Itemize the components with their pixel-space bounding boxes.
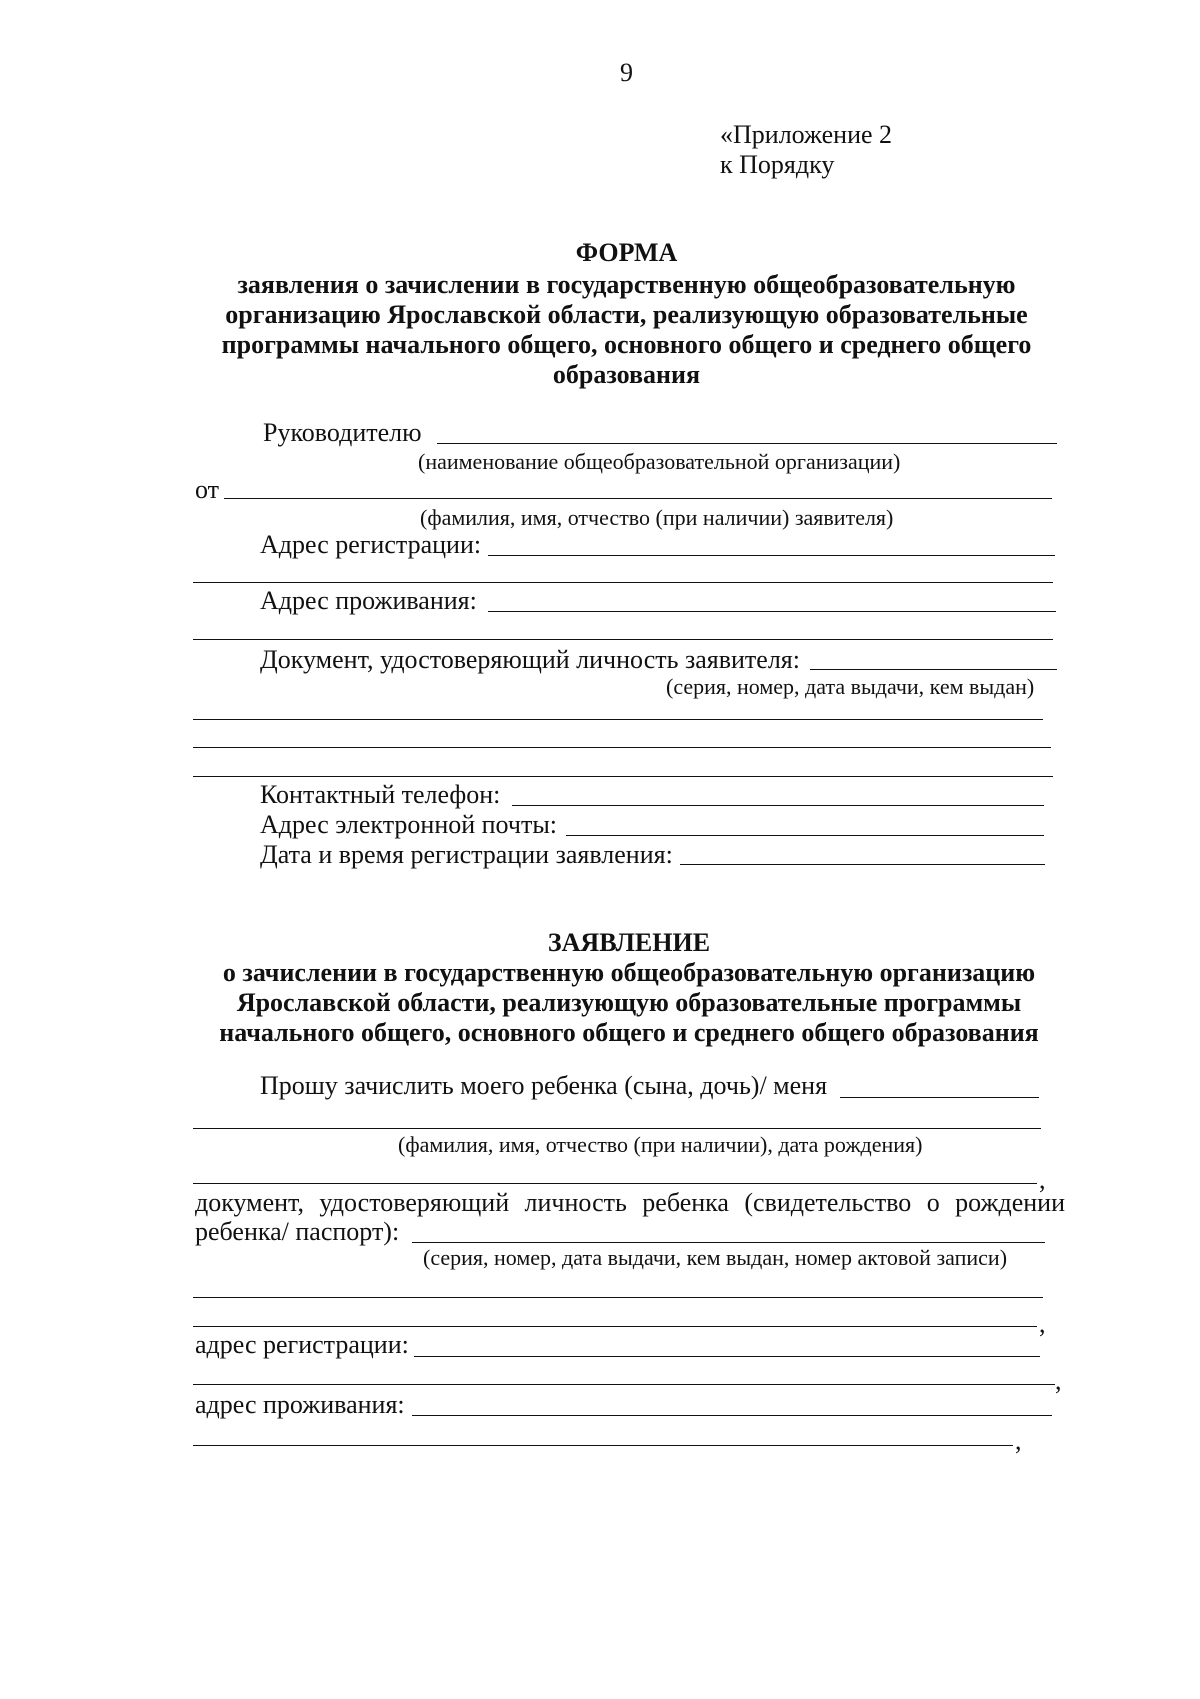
- child-name-field-line[interactable]: [840, 1097, 1039, 1098]
- child-doc-line-1: документ, удостоверяющий личность ребенка (свидетельство о рождении: [195, 1188, 1065, 1217]
- child-name-hint: (фамилия, имя, отчество (при наличии), дата рождения): [398, 1132, 923, 1157]
- phone-label: Контактный телефон:: [260, 780, 501, 809]
- child-reg-address-label: адрес регистрации:: [195, 1330, 409, 1359]
- id-doc-label: Документ, удостоверяющий личность заявителя:: [260, 645, 800, 674]
- child-doc-hint: (серия, номер, дата выдачи, кем выдан, номер актовой записи): [423, 1245, 1008, 1270]
- statement-title: ЗАЯВЛЕНИЕ: [547, 928, 711, 957]
- child-doc-field-line-2[interactable]: [193, 1297, 1043, 1298]
- id-doc-field-line-2[interactable]: [193, 719, 1043, 720]
- reg-address-label: Адрес регистрации:: [260, 530, 482, 559]
- child-doc-field-line-3[interactable]: [193, 1326, 1037, 1327]
- form-subtitle-line-3: программы начального общего, основного общего и среднего общего: [221, 330, 1032, 359]
- live-address-field-line[interactable]: [488, 611, 1056, 612]
- id-doc-hint: (серия, номер, дата выдачи, кем выдан): [666, 674, 1035, 699]
- datetime-label: Дата и время регистрации заявления:: [260, 840, 673, 869]
- child-reg-address-field-line[interactable]: [414, 1356, 1040, 1357]
- director-hint: (наименование общеобразовательной организации): [418, 449, 901, 474]
- id-doc-field-line-4[interactable]: [193, 776, 1053, 777]
- comma-1: ,: [1039, 1165, 1046, 1194]
- comma-4: ,: [1015, 1426, 1022, 1455]
- datetime-field-line[interactable]: [680, 864, 1045, 865]
- director-label: Руководителю: [263, 418, 422, 447]
- child-live-address-label: адрес проживания:: [195, 1390, 405, 1419]
- child-live-address-field-line-2[interactable]: [193, 1445, 1013, 1446]
- child-doc-field-line[interactable]: [412, 1242, 1045, 1243]
- request-label: Прошу зачислить моего ребенка (сына, дочь)/ меня: [260, 1071, 828, 1100]
- appendix-line-2: к Порядку: [720, 150, 835, 179]
- phone-field-line[interactable]: [512, 805, 1044, 806]
- statement-subtitle-line-3: начального общего, основного общего и среднего общего образования: [219, 1018, 1039, 1047]
- page-number: 9: [620, 58, 633, 87]
- child-live-address-field-line[interactable]: [412, 1415, 1052, 1416]
- child-name-field-line-2[interactable]: [193, 1128, 1041, 1129]
- from-field-line[interactable]: [224, 498, 1052, 499]
- id-doc-field-line-3[interactable]: [193, 747, 1051, 748]
- live-address-label: Адрес проживания:: [260, 586, 477, 615]
- email-field-line[interactable]: [566, 835, 1044, 836]
- child-name-field-line-3[interactable]: [193, 1183, 1037, 1184]
- live-address-field-line-2[interactable]: [193, 639, 1053, 640]
- child-doc-line-2: ребенка/ паспорт):: [195, 1217, 400, 1246]
- comma-3: ,: [1055, 1366, 1062, 1395]
- id-doc-field-line[interactable]: [810, 669, 1057, 670]
- from-label: от: [195, 475, 220, 504]
- form-subtitle-line-2: организацию Ярославской области, реализующую образовательные: [225, 300, 1028, 329]
- reg-address-field-line[interactable]: [488, 555, 1055, 556]
- form-title: ФОРМА: [575, 238, 678, 267]
- email-label: Адрес электронной почты:: [260, 810, 558, 839]
- form-subtitle-line-1: заявления о зачислении в государственную общеобразовательную: [237, 270, 1016, 299]
- appendix-line-1: «Приложение 2: [720, 120, 893, 149]
- reg-address-field-line-2[interactable]: [193, 582, 1053, 583]
- comma-2: ,: [1039, 1309, 1046, 1338]
- child-reg-address-field-line-2[interactable]: [193, 1384, 1055, 1385]
- director-field-line[interactable]: [437, 443, 1057, 444]
- form-subtitle-line-4: образования: [552, 360, 701, 389]
- statement-subtitle-line-1: о зачислении в государственную общеобразовательную организацию: [222, 958, 1036, 987]
- from-hint: (фамилия, имя, отчество (при наличии) заявителя): [420, 505, 894, 530]
- statement-subtitle-line-2: Ярославской области, реализующую образовательные программы: [236, 988, 1022, 1017]
